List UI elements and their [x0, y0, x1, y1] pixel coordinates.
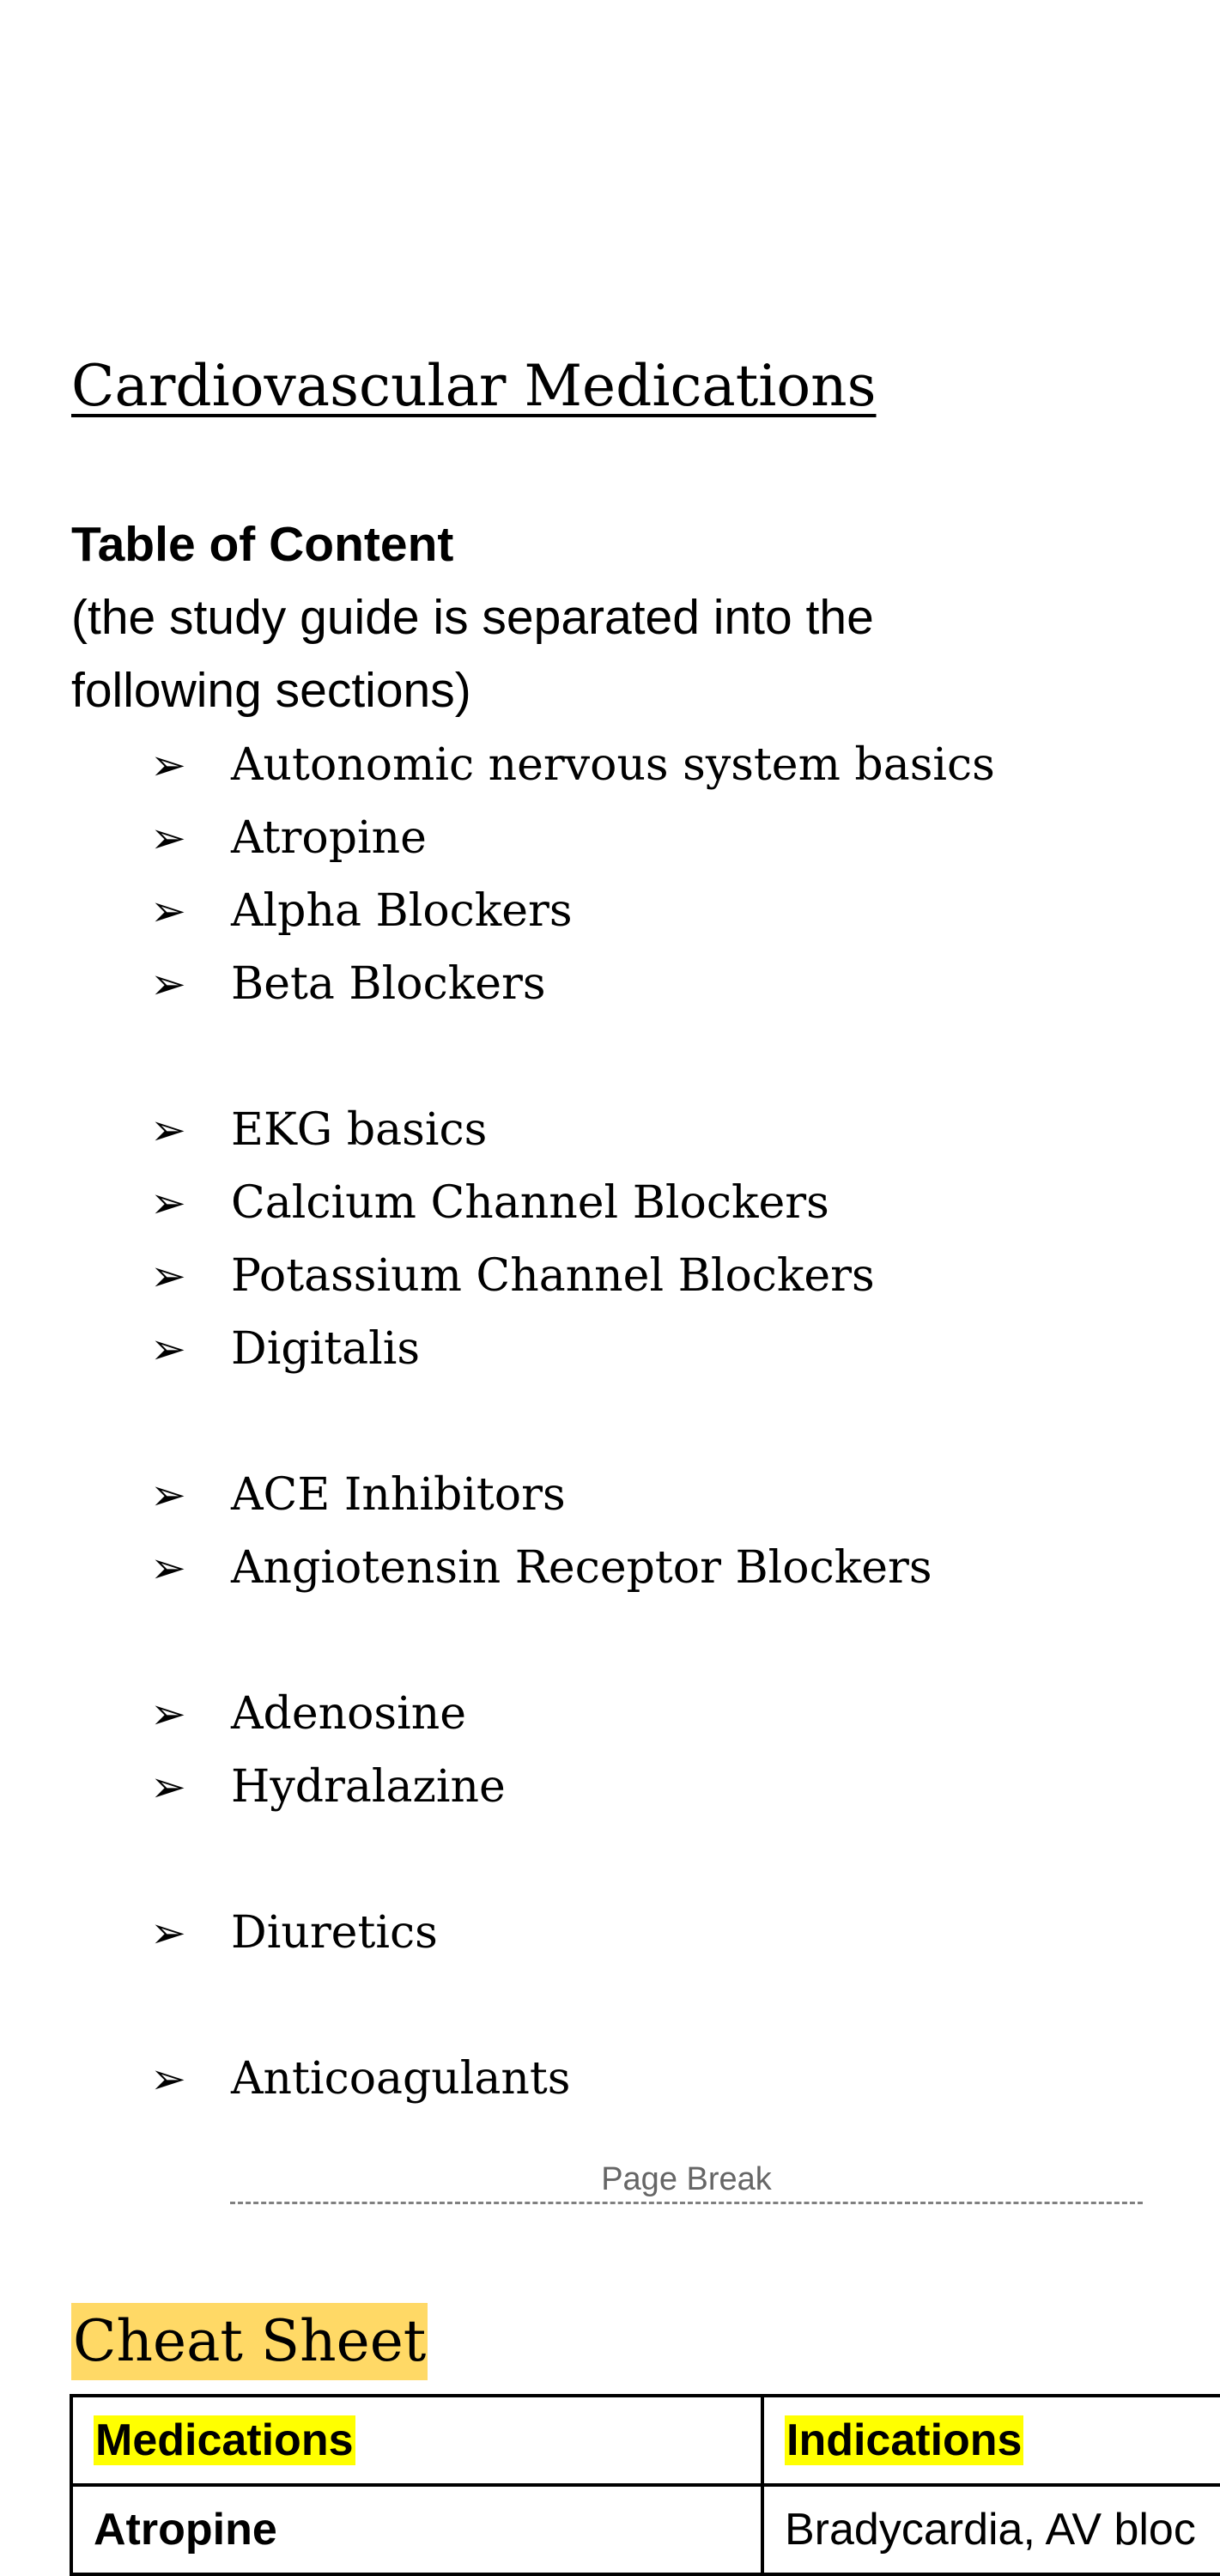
medication-cell: Atropine: [71, 2485, 762, 2574]
arrow-bullet-icon: ➢: [150, 1323, 186, 1374]
toc-item: [150, 1166, 829, 1239]
arrow-bullet-icon: ➢: [150, 2053, 186, 2104]
toc-item-label: Adenosine: [231, 1687, 466, 1740]
toc-item: [150, 1093, 487, 1166]
table-header-cell: [762, 2396, 1220, 2485]
toc-heading: Table of Content: [71, 517, 454, 572]
toc-item: [150, 874, 573, 947]
indication-cell: Bradycardia, AV bloc: [762, 2485, 1220, 2574]
arrow-bullet-icon: ➢: [150, 885, 186, 936]
arrow-bullet-icon: ➢: [150, 1469, 186, 1520]
column-header-medications: Medications: [95, 2415, 354, 2465]
toc-item-label: Calcium Channel Blockers: [231, 1176, 829, 1229]
arrow-bullet-icon: ➢: [150, 1688, 186, 1739]
toc-item: [150, 1677, 466, 1750]
toc-item: [150, 947, 546, 1020]
toc-item: [150, 801, 427, 874]
toc-item-label: ACE Inhibitors: [231, 1468, 566, 1521]
toc-item-label: Alpha Blockers: [231, 884, 573, 937]
toc-item-label: Hydralazine: [231, 1760, 506, 1813]
arrow-bullet-icon: ➢: [150, 1104, 186, 1155]
page-break-marker: [230, 2157, 1143, 2204]
cheat-sheet-title: Cheat Sheet: [71, 2303, 428, 2380]
arrow-bullet-icon: ➢: [150, 1177, 186, 1228]
table-row: [71, 2485, 1220, 2574]
toc-item-label: Autonomic nervous system basics: [231, 738, 995, 791]
toc-item: [150, 728, 995, 801]
toc-item-label: Diuretics: [231, 1906, 438, 1959]
arrow-bullet-icon: ➢: [150, 1542, 186, 1593]
toc-item: [150, 2042, 570, 2115]
arrow-bullet-icon: ➢: [150, 1250, 186, 1301]
toc-item-label: Beta Blockers: [231, 957, 546, 1010]
page-break-label: Page Break: [601, 2161, 772, 2197]
toc-item: [150, 1896, 438, 1969]
toc-subtitle: (the study guide is separated into the following sections): [71, 590, 874, 718]
arrow-bullet-icon: ➢: [150, 812, 186, 863]
toc-item: [150, 1458, 566, 1531]
toc-item-label: Anticoagulants: [231, 2052, 571, 2105]
column-header-indications: Indications: [786, 2415, 1023, 2465]
toc-item: [150, 1531, 932, 1604]
toc-item: [150, 1239, 875, 1312]
toc-item-label: Atropine: [231, 811, 427, 864]
toc-item-label: Potassium Channel Blockers: [231, 1249, 875, 1302]
arrow-bullet-icon: ➢: [150, 958, 186, 1009]
toc-item: [150, 1312, 420, 1385]
toc-item-label: Digitalis: [231, 1322, 421, 1375]
arrow-bullet-icon: ➢: [150, 739, 186, 790]
table-header-row: [71, 2396, 1220, 2485]
arrow-bullet-icon: ➢: [150, 1761, 186, 1812]
arrow-bullet-icon: ➢: [150, 1907, 186, 1958]
toc-item: [150, 1750, 506, 1823]
toc-item-label: EKG basics: [231, 1103, 488, 1156]
document-title: Cardiovascular Medications: [71, 353, 877, 419]
cheat-sheet-table: [70, 2394, 1220, 2576]
table-header-cell: [71, 2396, 762, 2485]
toc-item-label: Angiotensin Receptor Blockers: [231, 1541, 932, 1594]
